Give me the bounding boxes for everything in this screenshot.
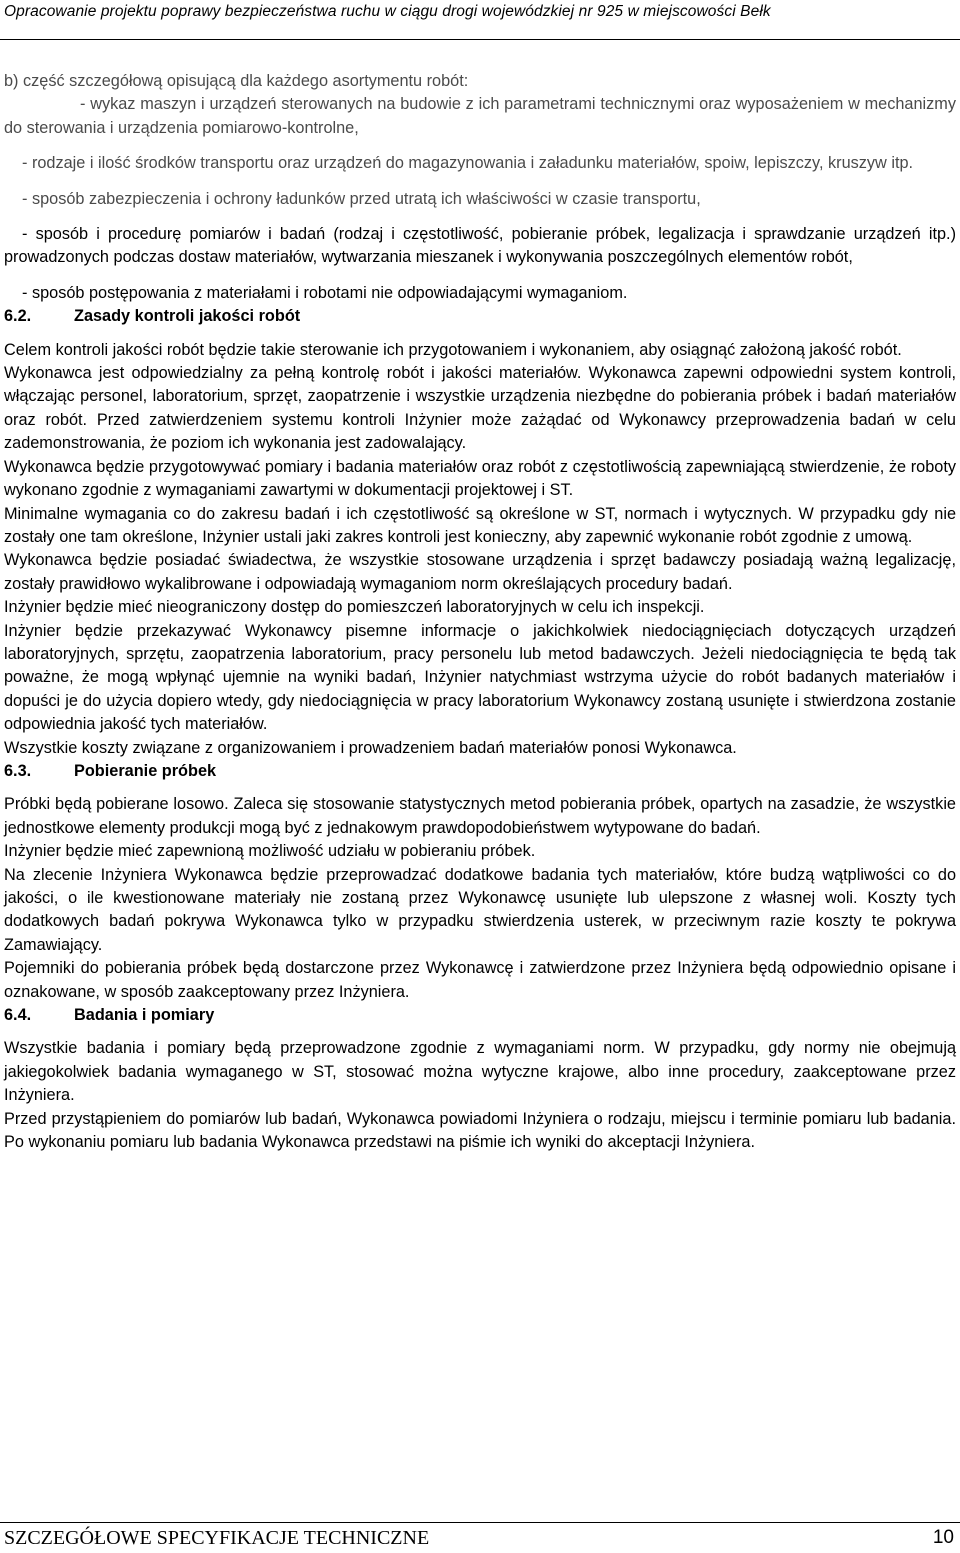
paragraph: Pojemniki do pobierania próbek będą dostarczone przez Wykonawcę i zatwierdzone przez Inżyniera będą odpowiednio opisane i oznakowane, w sposób zaakceptowany przez Inżyniera.	[4, 959, 956, 1001]
page-number: 10	[932, 1527, 954, 1548]
paragraph: b) część szczegółową opisującą dla każdego asortymentu robót:	[4, 72, 469, 90]
list-item: - wykaz maszyn i urządzeń sterowanych na budowie z ich parametrami technicznymi oraz wyposażeniem w mechanizmy do sterowania i urządzenia pomiarowo-kontrolne,	[4, 95, 956, 137]
page-header	[0, 0, 960, 40]
section-heading-6-2	[4, 305, 956, 328]
header-title: Opracowanie projektu poprawy bezpieczeństwa ruchu w ciągu drogi wojewódzkiej nr 925 w miejscowości Bełk	[4, 3, 771, 20]
paragraph: Na zlecenie Inżyniera Wykonawca będzie przeprowadzać dodatkowe badania tych materiałów, które budzą wątpliwości co do jakości, o ile kwestionowane materiały nie zostaną przez Wykonawcę usunięte lub ulepszone z własnej woli. Koszty tych dodatkowych badań pokrywa Wykonawca tylko w przypadku stwierdzenia usterek, w przeciwnym razie koszty te pokrywa Zamawiający.	[4, 865, 956, 954]
paragraph: Przed przystąpieniem do pomiarów lub badań, Wykonawca powiadomi Inżyniera o rodzaju, miejscu i terminie pomiaru lub badania. Po wykonaniu pomiaru lub badania Wykonawca przedstawi na piśmie ich wyniki do akceptacji Inżyniera.	[4, 1109, 956, 1152]
section-title: Zasady kontroli jakości robót	[74, 307, 301, 326]
paragraph: Celem kontroli jakości robót będzie takie sterowanie ich przygotowaniem i wykonaniem, aby osiągnąć założoną jakość robót.	[4, 340, 902, 359]
list-item: - sposób zabezpieczenia i ochrony ładunków przed utratą ich właściwości w czasie transportu,	[22, 189, 701, 208]
list-item: - rodzaje i ilość środków transportu oraz urządzeń do magazynowania i załadunku materiałów, spoiw, lepiszczy, kruszyw itp.	[22, 154, 914, 173]
section-title: Badania i pomiary	[74, 1006, 215, 1025]
paragraph: Minimalne wymagania co do zakresu badań i ich częstotliwość są określone w ST, normach i wytycznych. W przypadku gdy nie zostały one tam określone, Inżynier ustali jaki zakres kontroli jest konieczny, aby zapewnić wykonanie robót zgodnie z umową.	[4, 504, 956, 546]
paragraph: Inżynier będzie mieć nieograniczony dostęp do pomieszczeń laboratoryjnych w celu ich inspekcji.	[4, 598, 705, 617]
section-number: 6.2.	[4, 307, 32, 326]
section-number: 6.4.	[4, 1006, 32, 1025]
section-heading-6-4	[4, 1004, 956, 1027]
list-item: - sposób postępowania z materiałami i robotami nie odpowiadającymi wymaganiom.	[22, 283, 628, 302]
list-item: - sposób i procedurę pomiarów i badań (rodzaj i częstotliwość, pobieranie próbek, legalizacja i sprawdzanie urządzeń itp.) prowadzonych podczas dostaw materiałów, wytwarzania mieszanek i wykonywania poszczególnych elementów robót,	[4, 225, 956, 267]
page-footer	[0, 1522, 960, 1553]
paragraph: Wykonawca będzie posiadać świadectwa, że wszystkie stosowane urządzenia i sprzęt badawczy posiadają ważną legalizację, zostały prawidłowo wykalibrowane i odpowiadają wymaganiom norm określających procedury badań.	[4, 551, 956, 593]
paragraph: Inżynier będzie przekazywać Wykonawcy pisemne informacje o jakichkolwiek niedociągnięciach dotyczących urządzeń laboratoryjnych, sprzętu, zaopatrzenia laboratorium, pracy personelu lub metod badawczych. Jeżeli niedociągnięcia te będą tak poważne, że mogą wpłynąć ujemnie na wyniki badań, Inżynier natychmiast wstrzyma użycie do robót badanych materiałów i dopuści je do użycia dopiero wtedy, gdy niedociągnięcia w pracy laboratorium Wykonawcy zostaną usunięte i stwierdzona zostanie odpowiednia jakość tych materiałów.	[4, 621, 956, 734]
footer-document-title: SZCZEGÓŁOWE SPECYFIKACJE TECHNICZNE	[4, 1527, 430, 1549]
paragraph: Próbki będą pobierane losowo. Zaleca się stosowanie statystycznych metod pobierania próbek, opartych na zasadzie, że wszystkie jednostkowe elementy produkcji mogą być z jednakowym prawdopodobieństwem wytypowane do badań.	[4, 795, 956, 837]
paragraph: Wykonawca będzie przygotowywać pomiary i badania materiałów oraz robót z częstotliwością zapewniającą stwierdzenie, że roboty wykonano zgodnie z wymaganiami zawartymi w dokumentacji projektowej i ST.	[4, 457, 956, 500]
paragraph: Wykonawca jest odpowiedzialny za pełną kontrolę robót i jakości materiałów. Wykonawca zapewni odpowiedni system kontroli, włączając personel, laboratorium, sprzęt, zaopatrzenie i wszystkie urządzenia niezbędne do pobierania próbek i badań materiałów oraz robót. Przed zatwierdzeniem systemu kontroli Inżynier może zażądać od Wykonawcy przeprowadzenia badań w celu zademonstrowania, że poziom ich wykonania jest zadowalający.	[4, 364, 956, 453]
paragraph: Inżynier będzie mieć zapewnioną możliwość udziału w pobieraniu próbek.	[4, 842, 536, 861]
section-title: Pobieranie próbek	[74, 761, 217, 780]
section-heading-6-3	[4, 760, 956, 783]
paragraph: Wszystkie koszty związane z organizowaniem i prowadzeniem badań materiałów ponosi Wykonawca.	[4, 738, 737, 757]
section-number: 6.3.	[4, 761, 32, 780]
paragraph: Wszystkie badania i pomiary będą przeprowadzone zgodnie z wymaganiami norm. W przypadku, gdy normy nie obejmują jakiegokolwiek badania wymaganego w ST, stosować można wytyczne krajowe, albo inne procedury, zaakceptowane przez Inżyniera.	[4, 1039, 956, 1105]
document-body	[4, 70, 956, 1154]
